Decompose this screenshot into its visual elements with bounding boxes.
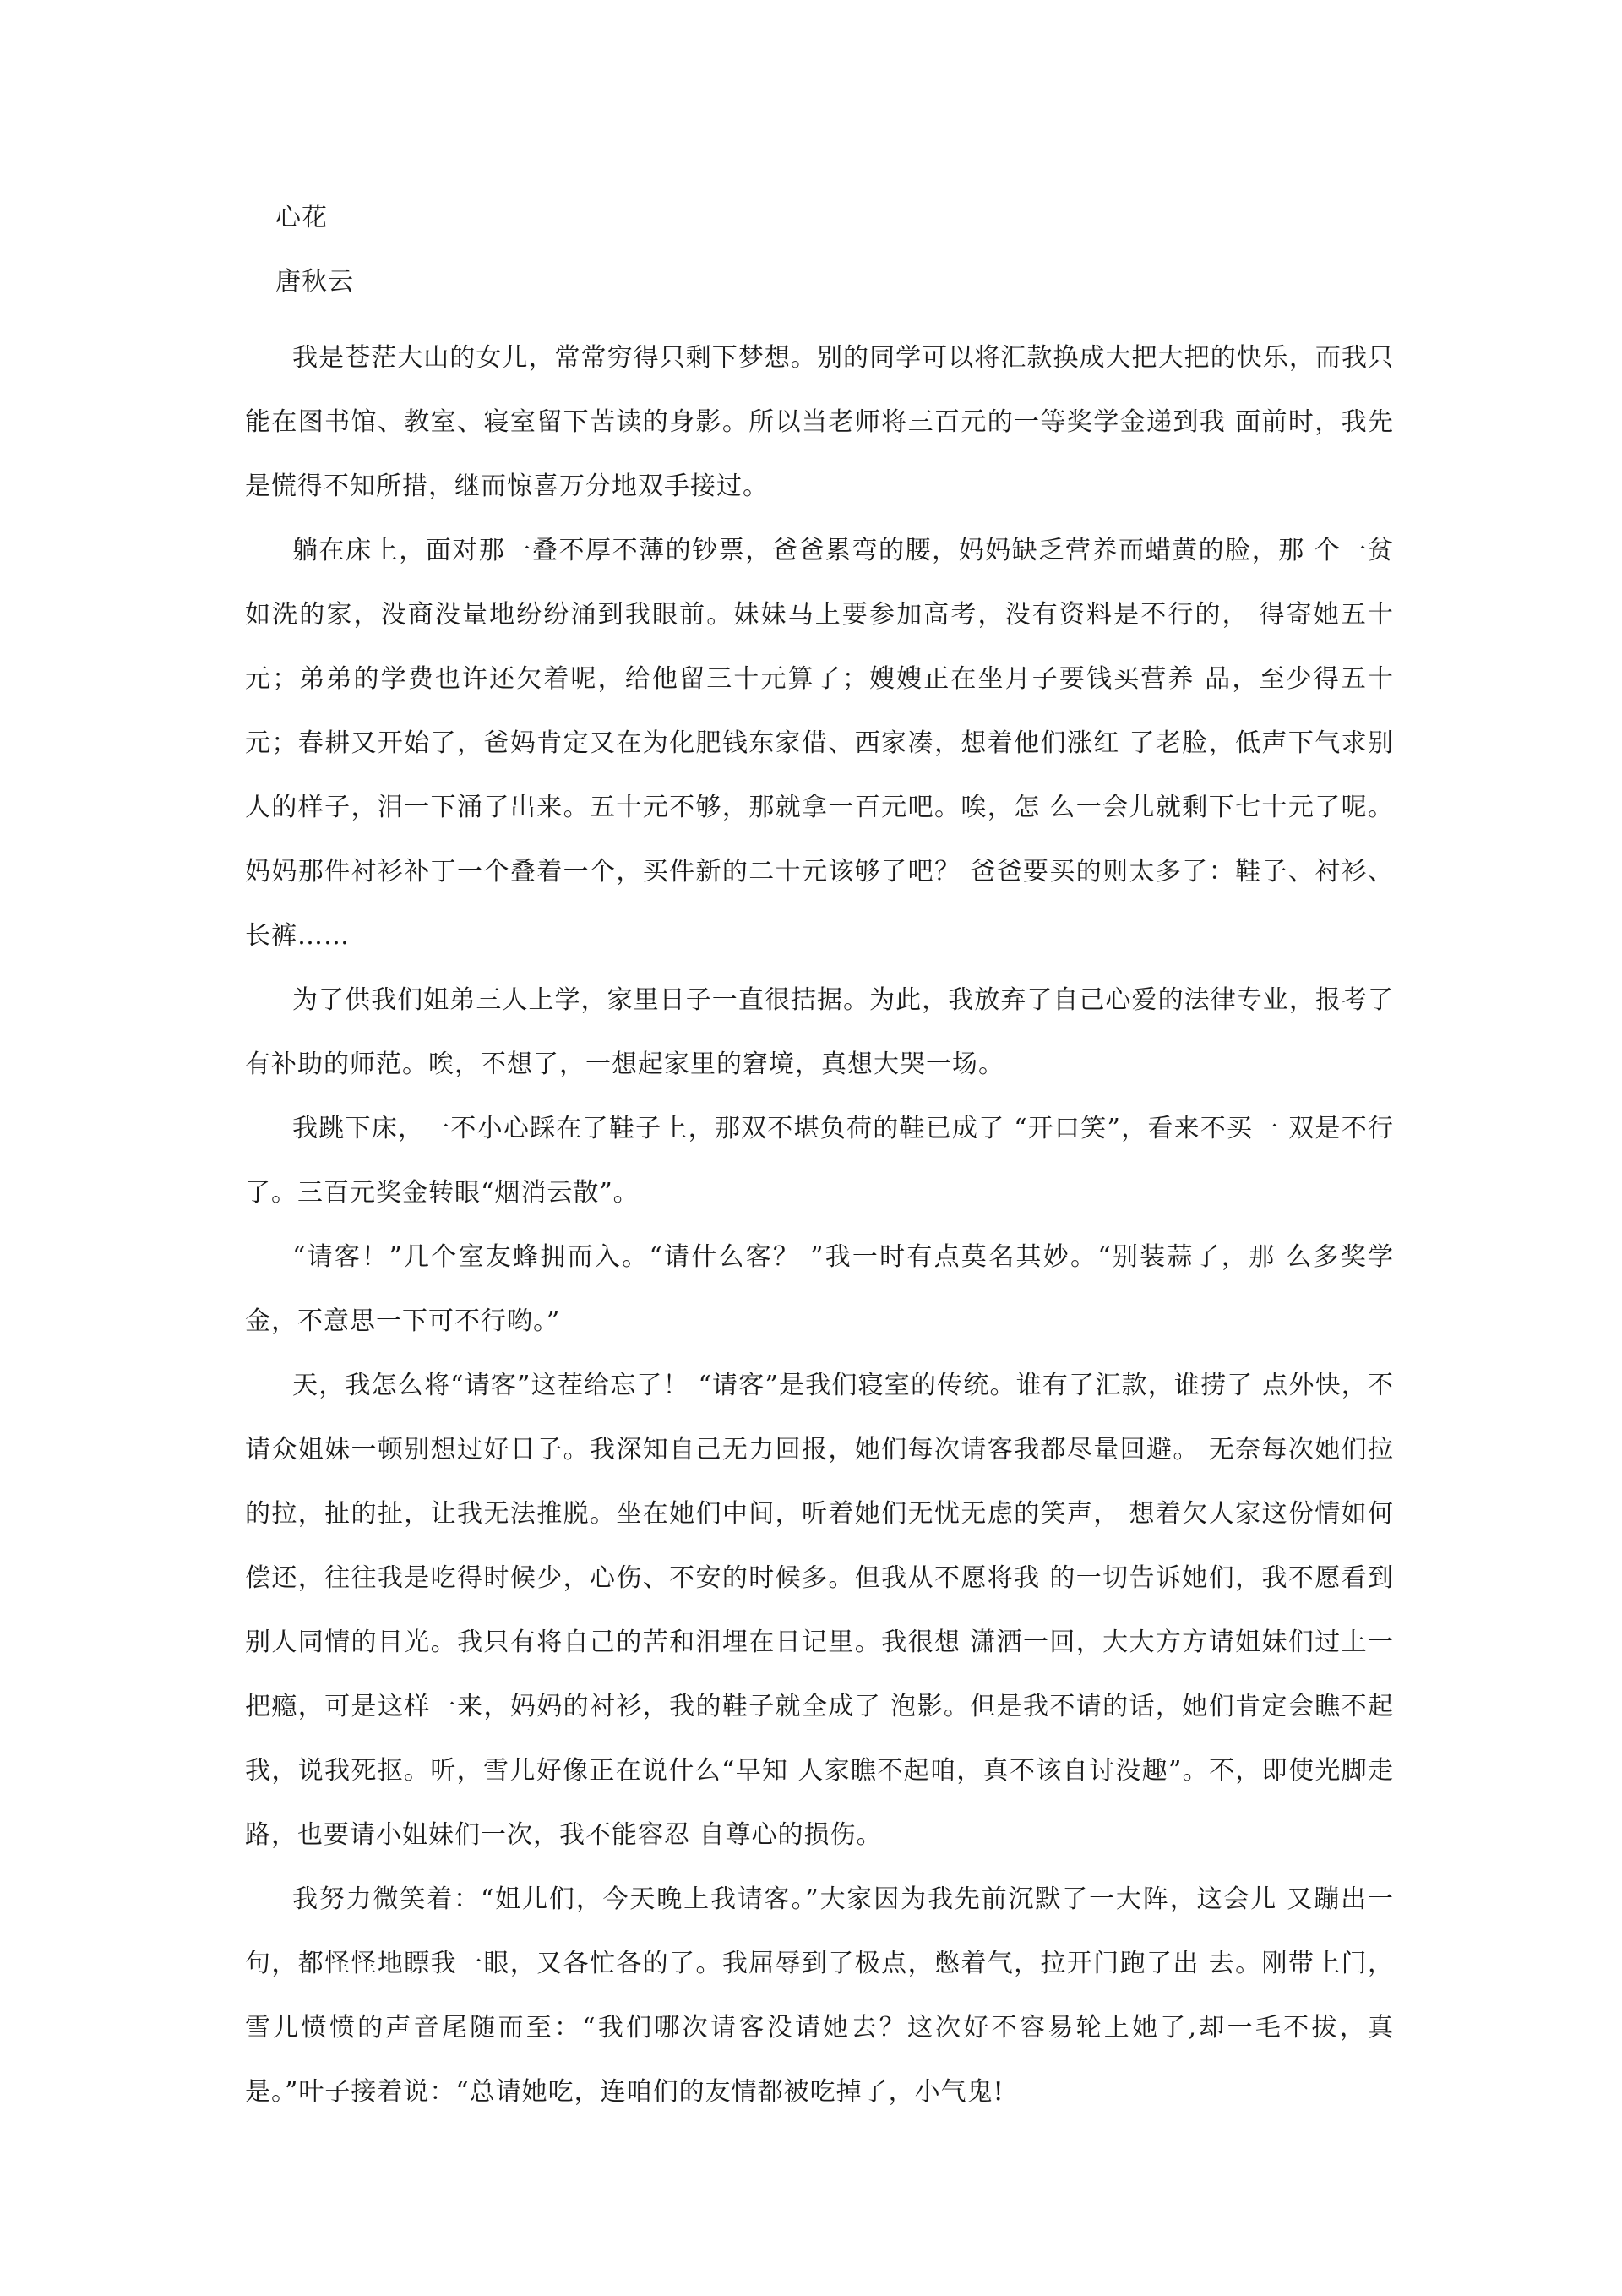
- paragraph-7: 我努力微笑着：“姐儿们，今天晚上我请客。”大家因为我先前沉默了一大阵，这会儿 又蹦出一句，都怪怪地瞟我一眼，又各忙各的了。我屈辱到了极点，憋着气，拉开门跑了出 去。刚带上门，雪儿愤愤的声音尾随而至：“我们哪次请客没请她去？这次好不容易轮上她了,却一毛不拔，真是。”叶子接着说：“总请她吃，连咱们的友情都被吃掉了，小气鬼!: [245, 1884, 1394, 2107]
- paragraph-1: 我是苍茫大山的女儿，常常穷得只剩下梦想。别的同学可以将汇款换成大把大把的快乐，而我只能在图书馆、教室、寝室留下苦读的身影。所以当老师将三百元的一等奖学金递到我 面前时，我先是慌得不知所措，继而惊喜万分地双手接过。: [245, 343, 1394, 501]
- document-author: 唐秋云: [275, 267, 354, 297]
- paragraph-4: 我跳下床，一不小心踩在了鞋子上，那双不堪负荷的鞋已成了 “开口笑”，看来不买一 双是不行了。三百元奖金转眼“烟消云散”。: [245, 1114, 1394, 1208]
- paragraph-3: 为了供我们姐弟三人上学，家里日子一直很拮据。为此，我放弃了自己心爱的法律专业，报考了有补助的师范。唉，不想了，一想起家里的窘境，真想大哭一场。: [245, 985, 1394, 1079]
- paragraph-6: 天，我怎么将“请客”这茬给忘了！ “请客”是我们寝室的传统。谁有了汇款，谁捞了 点外快，不请众姐妹一顿别想过好日子。我深知自己无力回报，她们每次请客我都尽量回避。 无奈每次她们拉的拉，扯的扯，让我无法推脱。坐在她们中间，听着她们无忧无虑的笑声， 想着欠人家这份情如何偿还，往往我是吃得时候少，心伤、不安的时候多。但我从不愿将我 的一切告诉她们，我不愿看到别人同情的目光。我只有将自己的苦和泪埋在日记里。我很想 潇洒一回，大大方方请姐妹们过上一把瘾，可是这样一来，妈妈的衬衫，我的鞋子就全成了 泡影。但是我不请的话，她们肯定会瞧不起我，说我死抠。听，雪儿好像正在说什么“早知 人家瞧不起咱，真不该自讨没趣”。不，即使光脚走路，也要请小姐妹们一次，我不能容忍 自尊心的损伤。: [245, 1371, 1394, 1850]
- document-title: 心花: [275, 203, 328, 232]
- paragraph-5: “请客！”几个室友蜂拥而入。“请什么客？ ”我一时有点莫名其妙。“别装蒜了，那 么多奖学金，不意思一下可不行哟。”: [245, 1242, 1394, 1336]
- paragraph-2: 躺在床上，面对那一叠不厚不薄的钞票，爸爸累弯的腰，妈妈缺乏营养而蜡黄的脸，那 个一贫如洗的家，没商没量地纷纷涌到我眼前。妹妹马上要参加高考，没有资料是不行的， 得寄她五十元；弟弟的学费也许还欠着呢，给他留三十元算了；嫂嫂正在坐月子要钱买营养 品，至少得五十元；春耕又开始了，爸妈肯定又在为化肥钱东家借、西家凑，想着他们涨红 了老脸，低声下气求别人的样子，泪一下涌了出来。五十元不够，那就拿一百元吧。唉，怎 么一会儿就剩下七十元了呢。妈妈那件衬衫补丁一个叠着一个，买件新的二十元该够了吧？ 爸爸要买的则太多了：鞋子、衬衫、长裤……: [245, 536, 1394, 951]
- document-page: [245, 201, 1394, 2124]
